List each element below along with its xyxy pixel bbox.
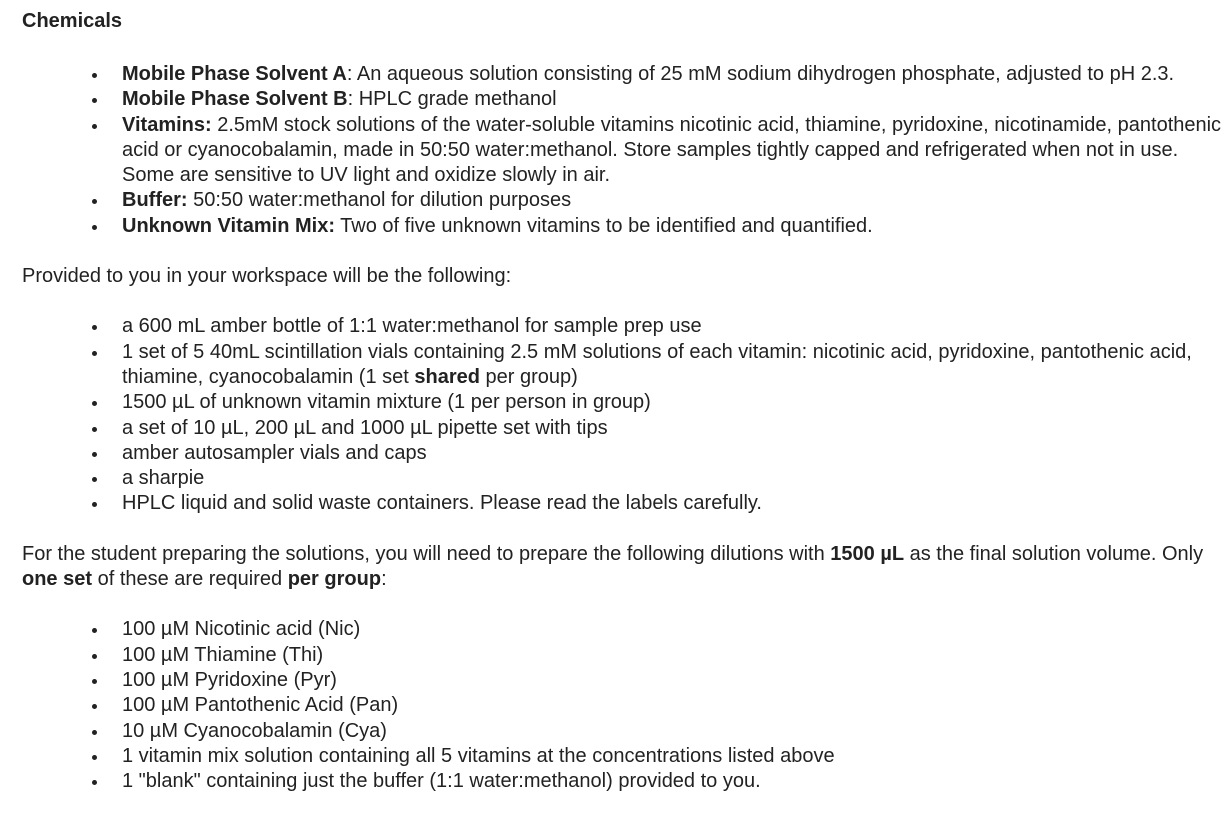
list-item: 100 µM Pyridoxine (Pyr) bbox=[122, 668, 1222, 693]
list-item: 100 µM Thiamine (Thi) bbox=[122, 643, 1222, 668]
list-item bbox=[122, 113, 1222, 189]
item-text: a sharpie bbox=[122, 467, 205, 490]
list-item: 10 µM Cyanocobalamin (Cya) bbox=[122, 719, 1222, 744]
item-text: HPLC liquid and solid waste containers. Please read the labels carefully. bbox=[122, 492, 762, 515]
dilutions-list bbox=[22, 617, 1222, 794]
section-heading-chemicals: Chemicals bbox=[22, 10, 123, 32]
list-item bbox=[122, 314, 1222, 339]
item-text: : HPLC grade methanol bbox=[347, 88, 557, 111]
list-item bbox=[122, 466, 1222, 491]
list-item bbox=[122, 87, 1222, 112]
item-term: Mobile Phase Solvent B bbox=[122, 88, 348, 111]
list-item: 100 µM Nicotinic acid (Nic) bbox=[122, 617, 1222, 642]
workspace-list bbox=[22, 314, 1222, 516]
item-text: Two of five unknown vitamins to be identified and quantified. bbox=[334, 214, 873, 237]
item-text: 1500 µL of unknown vitamin mixture (1 per person in group) bbox=[122, 391, 651, 414]
item-text: 50:50 water:methanol for dilution purposes bbox=[187, 189, 572, 212]
item-text: 2.5mM stock solutions of the water-soluble vitamins nicotinic acid, thiamine, pyridoxine, nicotinamide, pantothenic acid or cyanocobalamin, made in 50:50 water:methanol. Store samples tightly capped and refrigerated when not in use. Some are sensitive to UV light and oxidize slowly in air. bbox=[122, 113, 1222, 187]
item-text: a set of 10 µL, 200 µL and 1000 µL pipette set with tips bbox=[122, 416, 608, 439]
item-emphasis: shared bbox=[414, 365, 480, 388]
list-item bbox=[122, 340, 1222, 391]
item-term: Unknown Vitamin Mix: bbox=[122, 214, 335, 237]
list-item bbox=[122, 188, 1222, 213]
list-item: 1 vitamin mix solution containing all 5 vitamins at the concentrations listed above bbox=[122, 744, 1222, 769]
prep-intro: For the student preparing the solutions, you will need to prepare the following dilutions with 1500 µL as the final solution volume. Only one set of these are required per group: bbox=[22, 542, 1204, 591]
list-item: 100 µM Pantothenic Acid (Pan) bbox=[122, 693, 1222, 718]
item-text: : An aqueous solution consisting of 25 mM sodium dihydrogen phosphate, adjusted to pH 2.3. bbox=[346, 63, 1175, 85]
item-text: a 600 mL amber bottle of 1:1 water:methanol for sample prep use bbox=[122, 315, 702, 338]
list-item bbox=[122, 390, 1222, 415]
chemicals-list bbox=[22, 62, 1222, 239]
item-text: 1 set of 5 40mL scintillation vials containing 2.5 mM solutions of each vitamin: nicotinic acid, pyridoxine, pantothenic acid, thiamine, cyanocobalamin (1 set bbox=[122, 340, 1192, 388]
workspace-intro: Provided to you in your workspace will be the following: bbox=[22, 265, 512, 288]
list-item bbox=[122, 491, 1222, 516]
list-item bbox=[122, 416, 1222, 441]
item-text: amber autosampler vials and caps bbox=[122, 441, 427, 464]
document bbox=[22, 8, 1222, 794]
item-text: per group) bbox=[479, 365, 578, 388]
list-item bbox=[122, 214, 1222, 239]
item-term: Buffer: bbox=[122, 189, 188, 212]
list-item bbox=[122, 441, 1222, 466]
list-item: 1 "blank" containing just the buffer (1:1 water:methanol) provided to you. bbox=[122, 769, 1222, 794]
list-item bbox=[122, 62, 1222, 87]
item-term: Vitamins: bbox=[122, 113, 212, 136]
item-term: Mobile Phase Solvent A bbox=[122, 63, 347, 85]
